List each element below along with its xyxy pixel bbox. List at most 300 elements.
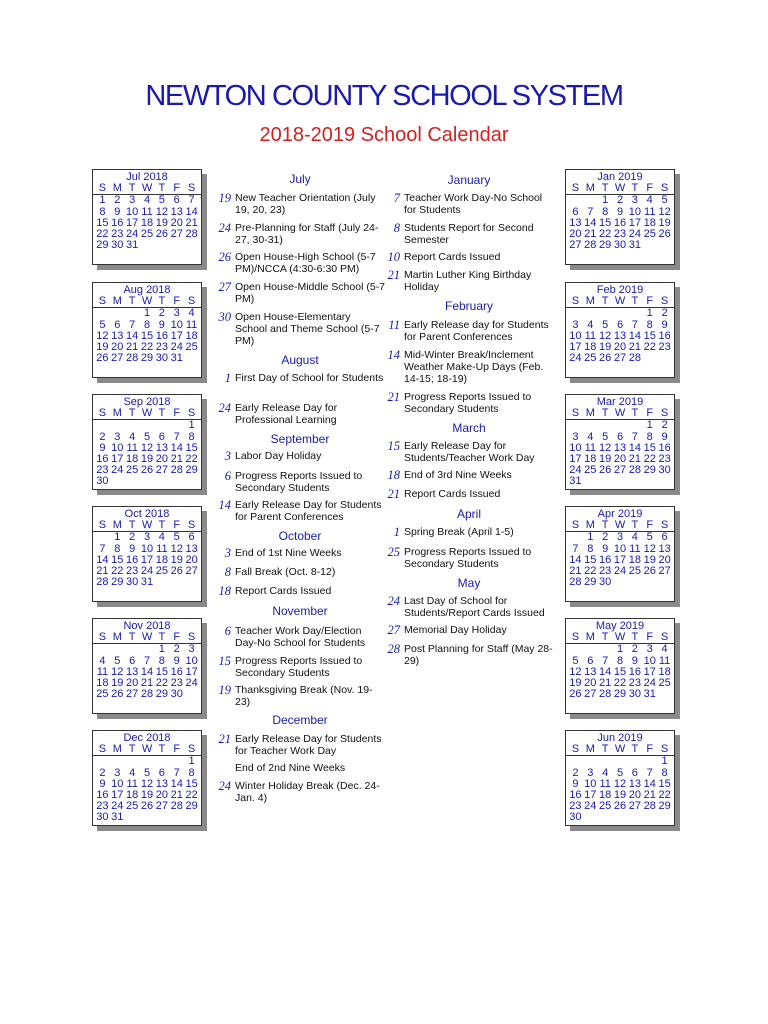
day-cell: 20: [628, 789, 641, 802]
day-cell: 22: [96, 228, 109, 241]
day-cell: 21: [643, 789, 656, 802]
day-cell: 6: [173, 194, 180, 207]
weekday-label: F: [646, 295, 654, 308]
day-cell: 28: [170, 464, 183, 477]
page-title: NEWTON COUNTY SCHOOL SYSTEM: [145, 80, 623, 112]
day-cell: 16: [658, 441, 671, 454]
day-cell: 26: [599, 464, 612, 477]
day-cell: 20: [584, 677, 597, 690]
day-cell: 18: [155, 553, 168, 566]
day-cell: 15: [185, 777, 198, 790]
day-cell: [125, 812, 140, 823]
day-cell: 10: [584, 777, 597, 790]
weekday-label: T: [158, 631, 166, 644]
day-cell: [154, 756, 169, 767]
day-cell: [568, 195, 583, 206]
day-cell: 27: [126, 688, 139, 701]
day-cell: 9: [158, 318, 165, 331]
day-cell: 26: [140, 464, 154, 477]
day-cell: 20: [155, 789, 168, 802]
day-cell: 13: [155, 777, 168, 790]
day-cell: 2: [661, 419, 668, 432]
day-cell: 24: [628, 228, 641, 241]
day-cell: 13: [628, 777, 641, 790]
day-cell: 4: [188, 307, 195, 320]
day-cell: 30: [170, 688, 183, 701]
day-cell: [184, 353, 199, 364]
weekday-label: T: [601, 182, 609, 195]
day-cell: [657, 577, 672, 588]
day-cell: 10: [170, 318, 183, 331]
day-cell: 18: [658, 665, 671, 678]
day-cell: 14: [643, 777, 656, 790]
day-cell: [613, 812, 628, 823]
day-cell: 25: [584, 464, 597, 477]
day-cell: 26: [155, 228, 168, 241]
weekday-label: W: [614, 295, 626, 308]
weekday-label: S: [187, 182, 196, 195]
day-cell: 11: [629, 542, 641, 555]
day-cell: [657, 353, 672, 364]
day-cell: 30: [613, 239, 627, 252]
day-cell: 13: [170, 205, 183, 218]
day-cell: 29: [140, 352, 154, 365]
day-cell: 22: [613, 677, 627, 690]
day-cell: [125, 756, 140, 767]
day-cell: 28: [584, 239, 597, 252]
day-cell: 24: [569, 352, 582, 365]
weekday-header: [93, 408, 201, 420]
day-cell: 29: [584, 576, 597, 589]
weekday-label: T: [128, 519, 136, 532]
day-cell: 9: [129, 542, 136, 555]
day-cell: 6: [114, 318, 121, 331]
day-cell: 26: [170, 565, 183, 578]
weekday-label: W: [141, 407, 153, 420]
day-cell: [95, 420, 110, 431]
month-calendar: [92, 730, 202, 826]
day-cell: [613, 476, 628, 487]
day-cell: 30: [569, 811, 582, 824]
day-cell: 25: [658, 677, 671, 690]
day-cell: 20: [613, 341, 627, 354]
day-cell: 24: [140, 565, 154, 578]
day-cell: 21: [185, 216, 198, 229]
day-cell: 9: [173, 654, 180, 667]
day-cell: 5: [616, 766, 624, 779]
day-cell: 19: [599, 453, 612, 466]
day-cell: 2: [99, 766, 106, 779]
day-cell: 6: [572, 205, 579, 218]
day-cell: [110, 644, 125, 655]
day-cell: [154, 577, 169, 588]
weekday-label: F: [646, 519, 654, 532]
day-cell: 2: [173, 643, 180, 656]
day-cell: 16: [126, 553, 139, 566]
heading-july: July: [289, 172, 311, 186]
day-cell: 7: [99, 542, 106, 555]
day-cell: 2: [114, 194, 121, 207]
day-cell: 3: [572, 430, 579, 443]
weekday-label: S: [571, 631, 580, 644]
day-cell: 24: [111, 464, 124, 477]
weekday-header: [93, 632, 201, 644]
month-calendar-title: Oct 2018: [124, 508, 170, 520]
day-cell: 8: [646, 430, 653, 443]
day-cell: 13: [658, 542, 671, 555]
day-cell: [140, 644, 155, 655]
month-calendar-title: Mar 2019: [596, 396, 644, 408]
month-calendar: [565, 506, 675, 602]
day-cell: [154, 420, 169, 431]
weekday-label: S: [571, 519, 580, 532]
day-cell: 21: [170, 453, 183, 466]
day-cell: 29: [155, 688, 168, 701]
day-cell: 24: [584, 800, 597, 813]
day-cell: 22: [155, 677, 168, 690]
day-cell: 8: [158, 654, 165, 667]
day-cell: 24: [170, 341, 183, 354]
day-cell: 17: [185, 665, 198, 678]
day-cell: 30: [658, 464, 671, 477]
day-cell: 15: [658, 777, 671, 790]
day-cell: 13: [613, 329, 627, 342]
day-cell: 7: [143, 654, 151, 667]
day-cell: 11: [644, 205, 656, 218]
day-cell: 15: [185, 441, 198, 454]
day-cell: 3: [114, 430, 121, 443]
day-cell: 5: [661, 194, 668, 207]
day-cell: 29: [185, 464, 198, 477]
day-cell: 5: [602, 430, 609, 443]
day-cell: 25: [643, 228, 656, 241]
week-row: [566, 577, 674, 588]
day-cell: 9: [99, 777, 106, 790]
day-cell: 20: [569, 228, 582, 241]
day-cell: 1: [143, 307, 151, 320]
day-cell: 5: [99, 318, 106, 331]
day-cell: [184, 240, 199, 251]
day-cell: 14: [96, 553, 109, 566]
day-cell: 1: [646, 307, 653, 320]
day-cell: 23: [96, 464, 109, 477]
day-cell: 23: [599, 565, 612, 578]
weekday-label: M: [112, 182, 122, 195]
day-cell: [140, 476, 155, 487]
day-cell: 13: [126, 665, 139, 678]
day-cell: 20: [155, 453, 168, 466]
weekday-label: S: [98, 519, 107, 532]
day-cell: 15: [584, 553, 597, 566]
day-cell: [110, 420, 125, 431]
day-cell: [568, 420, 583, 431]
week-row: [566, 476, 674, 487]
day-cell: 21: [584, 228, 597, 241]
month-calendar: [565, 169, 675, 265]
month-calendar: [565, 282, 675, 378]
day-cell: 28: [569, 576, 582, 589]
day-cell: [583, 476, 598, 487]
day-cell: 22: [658, 789, 671, 802]
day-cell: [598, 308, 613, 319]
day-cell: 28: [140, 688, 154, 701]
day-cell: 27: [111, 352, 124, 365]
day-cell: 22: [643, 453, 656, 466]
day-cell: 31: [140, 576, 154, 589]
day-cell: 9: [99, 441, 106, 454]
month-calendar-title: Apr 2019: [597, 508, 643, 520]
day-cell: 3: [188, 643, 195, 656]
weekday-label: M: [112, 743, 122, 756]
day-cell: 21: [170, 789, 183, 802]
day-cell: 20: [185, 553, 198, 566]
weekday-label: T: [631, 631, 639, 644]
day-cell: 9: [572, 777, 579, 790]
day-cell: 9: [631, 654, 638, 667]
day-cell: [169, 756, 184, 767]
day-cell: 28: [643, 800, 656, 813]
day-cell: 18: [140, 216, 154, 229]
day-cell: 23: [569, 800, 582, 813]
day-cell: 1: [587, 531, 594, 544]
weekday-header: [566, 408, 674, 420]
day-cell: [110, 756, 125, 767]
day-cell: 4: [143, 194, 151, 207]
day-cell: 3: [129, 194, 136, 207]
day-cell: 3: [616, 531, 624, 544]
month-calendar-title: Jul 2018: [126, 171, 168, 183]
month-calendar-title: Sep 2018: [123, 396, 171, 408]
weekday-label: T: [128, 631, 136, 644]
week-row: [566, 801, 674, 812]
day-cell: [140, 812, 155, 823]
day-cell: 5: [173, 531, 180, 544]
day-cell: 5: [114, 654, 121, 667]
day-cell: 6: [129, 654, 136, 667]
day-cell: [140, 420, 155, 431]
day-cell: 2: [602, 531, 609, 544]
day-cell: 17: [584, 789, 597, 802]
week-row: [566, 195, 674, 206]
week-row: [566, 644, 674, 655]
day-cell: 20: [126, 677, 139, 690]
day-cell: 24: [111, 800, 124, 813]
weekday-label: W: [614, 631, 626, 644]
day-cell: 31: [126, 239, 139, 252]
day-cell: 18: [628, 553, 641, 566]
day-cell: 4: [646, 194, 653, 207]
day-cell: 23: [170, 677, 183, 690]
month-calendar-title: May 2019: [595, 620, 645, 632]
day-cell: [642, 476, 657, 487]
day-cell: 9: [616, 205, 624, 218]
day-cell: 6: [631, 766, 638, 779]
day-cell: 17: [111, 789, 124, 802]
weekday-label: T: [158, 743, 166, 756]
day-cell: 16: [599, 553, 612, 566]
day-cell: 18: [96, 677, 109, 690]
weekday-label: S: [98, 182, 107, 195]
weekday-label: W: [614, 182, 626, 195]
day-cell: 17: [613, 553, 627, 566]
day-cell: 29: [111, 576, 124, 589]
day-cell: 8: [587, 542, 594, 555]
heading-december: December: [272, 713, 328, 727]
week-row: [566, 812, 674, 823]
month-calendar-title: Jun 2019: [597, 732, 643, 744]
day-cell: 20: [658, 553, 671, 566]
day-cell: 29: [96, 239, 109, 252]
day-cell: 7: [646, 766, 653, 779]
weekday-label: W: [141, 743, 153, 756]
day-cell: [568, 756, 583, 767]
weekday-label: W: [141, 631, 153, 644]
day-cell: 25: [96, 688, 109, 701]
day-cell: [613, 308, 628, 319]
day-cell: 26: [140, 800, 154, 813]
day-cell: 18: [185, 329, 198, 342]
day-cell: 14: [599, 665, 612, 678]
day-cell: 4: [129, 430, 136, 443]
weekday-label: S: [187, 295, 196, 308]
day-cell: 5: [143, 766, 151, 779]
day-cell: 3: [173, 307, 180, 320]
day-cell: 4: [602, 766, 609, 779]
day-cell: 29: [185, 800, 198, 813]
day-cell: 15: [599, 216, 612, 229]
day-cell: [154, 476, 169, 487]
weekday-label: S: [187, 519, 196, 532]
day-cell: 23: [126, 565, 139, 578]
day-cell: 10: [569, 329, 582, 342]
day-cell: 29: [613, 688, 627, 701]
day-cell: 5: [158, 194, 165, 207]
day-cell: [110, 476, 125, 487]
day-cell: 25: [126, 464, 139, 477]
day-cell: 6: [158, 430, 165, 443]
day-cell: 1: [114, 531, 121, 544]
day-cell: 19: [658, 216, 671, 229]
day-cell: 21: [628, 453, 641, 466]
weekday-label: S: [571, 743, 580, 756]
day-cell: 11: [584, 329, 596, 342]
day-cell: 12: [569, 665, 582, 678]
day-cell: [583, 308, 598, 319]
day-cell: 3: [587, 766, 594, 779]
day-cell: 30: [599, 576, 612, 589]
day-cell: 14: [628, 329, 641, 342]
day-cell: 16: [155, 329, 168, 342]
day-cell: [583, 644, 598, 655]
day-cell: 17: [569, 453, 582, 466]
day-cell: 14: [569, 553, 582, 566]
day-cell: 21: [126, 341, 139, 354]
week-row: [93, 756, 201, 767]
day-cell: 5: [602, 318, 609, 331]
week-row: [93, 465, 201, 476]
day-cell: [125, 308, 140, 319]
weekday-label: T: [631, 295, 639, 308]
weekday-label: M: [585, 182, 595, 195]
day-cell: [598, 812, 613, 823]
day-cell: 15: [613, 665, 627, 678]
day-cell: 23: [155, 341, 168, 354]
day-cell: 24: [185, 677, 198, 690]
day-cell: 12: [599, 329, 612, 342]
day-cell: [95, 532, 110, 543]
day-cell: 13: [569, 216, 582, 229]
week-row: [93, 195, 201, 206]
weekday-label: T: [158, 407, 166, 420]
day-cell: [140, 756, 155, 767]
month-calendar-title: Feb 2019: [596, 284, 644, 296]
day-cell: 30: [155, 352, 168, 365]
day-cell: 14: [170, 441, 183, 454]
day-cell: 17: [643, 665, 656, 678]
day-cell: [568, 644, 583, 655]
day-cell: 8: [646, 318, 653, 331]
day-cell: 3: [631, 194, 638, 207]
weekday-label: F: [646, 631, 654, 644]
heading-august: August: [281, 353, 319, 367]
day-cell: 16: [96, 789, 109, 802]
day-cell: 13: [613, 441, 627, 454]
weekday-label: T: [631, 407, 639, 420]
day-cell: 16: [111, 216, 124, 229]
day-cell: 1: [616, 643, 624, 656]
day-cell: [598, 420, 613, 431]
weekday-label: S: [98, 631, 107, 644]
heading-november: November: [272, 604, 328, 618]
day-cell: 21: [599, 677, 612, 690]
day-cell: 11: [599, 777, 611, 790]
weekday-label: F: [173, 182, 181, 195]
day-cell: 14: [584, 216, 597, 229]
weekday-label: M: [112, 407, 122, 420]
day-cell: 16: [569, 789, 582, 802]
day-cell: [627, 420, 642, 431]
day-cell: [627, 476, 642, 487]
heading-january: January: [447, 173, 491, 187]
day-cell: 1: [602, 194, 609, 207]
day-cell: 1: [188, 755, 195, 768]
weekday-label: F: [173, 743, 181, 756]
weekday-label: S: [660, 631, 669, 644]
month-calendar: [92, 169, 202, 265]
week-row: [566, 465, 674, 476]
day-cell: [642, 756, 657, 767]
day-cell: 1: [188, 419, 195, 432]
day-cell: 31: [170, 352, 183, 365]
day-cell: [169, 476, 184, 487]
day-cell: [95, 644, 110, 655]
weekday-label: W: [614, 743, 626, 756]
day-cell: 5: [646, 531, 653, 544]
day-cell: 26: [96, 352, 109, 365]
day-cell: 8: [602, 205, 609, 218]
day-cell: 27: [185, 565, 198, 578]
day-cell: 25: [140, 228, 154, 241]
day-cell: 12: [111, 665, 124, 678]
day-cell: 25: [599, 800, 612, 813]
day-cell: 10: [140, 542, 154, 555]
day-cell: [125, 420, 140, 431]
day-cell: 8: [661, 766, 668, 779]
weekday-label: F: [173, 631, 181, 644]
day-cell: 24: [569, 464, 582, 477]
day-cell: 11: [126, 777, 138, 790]
day-cell: 14: [170, 777, 183, 790]
